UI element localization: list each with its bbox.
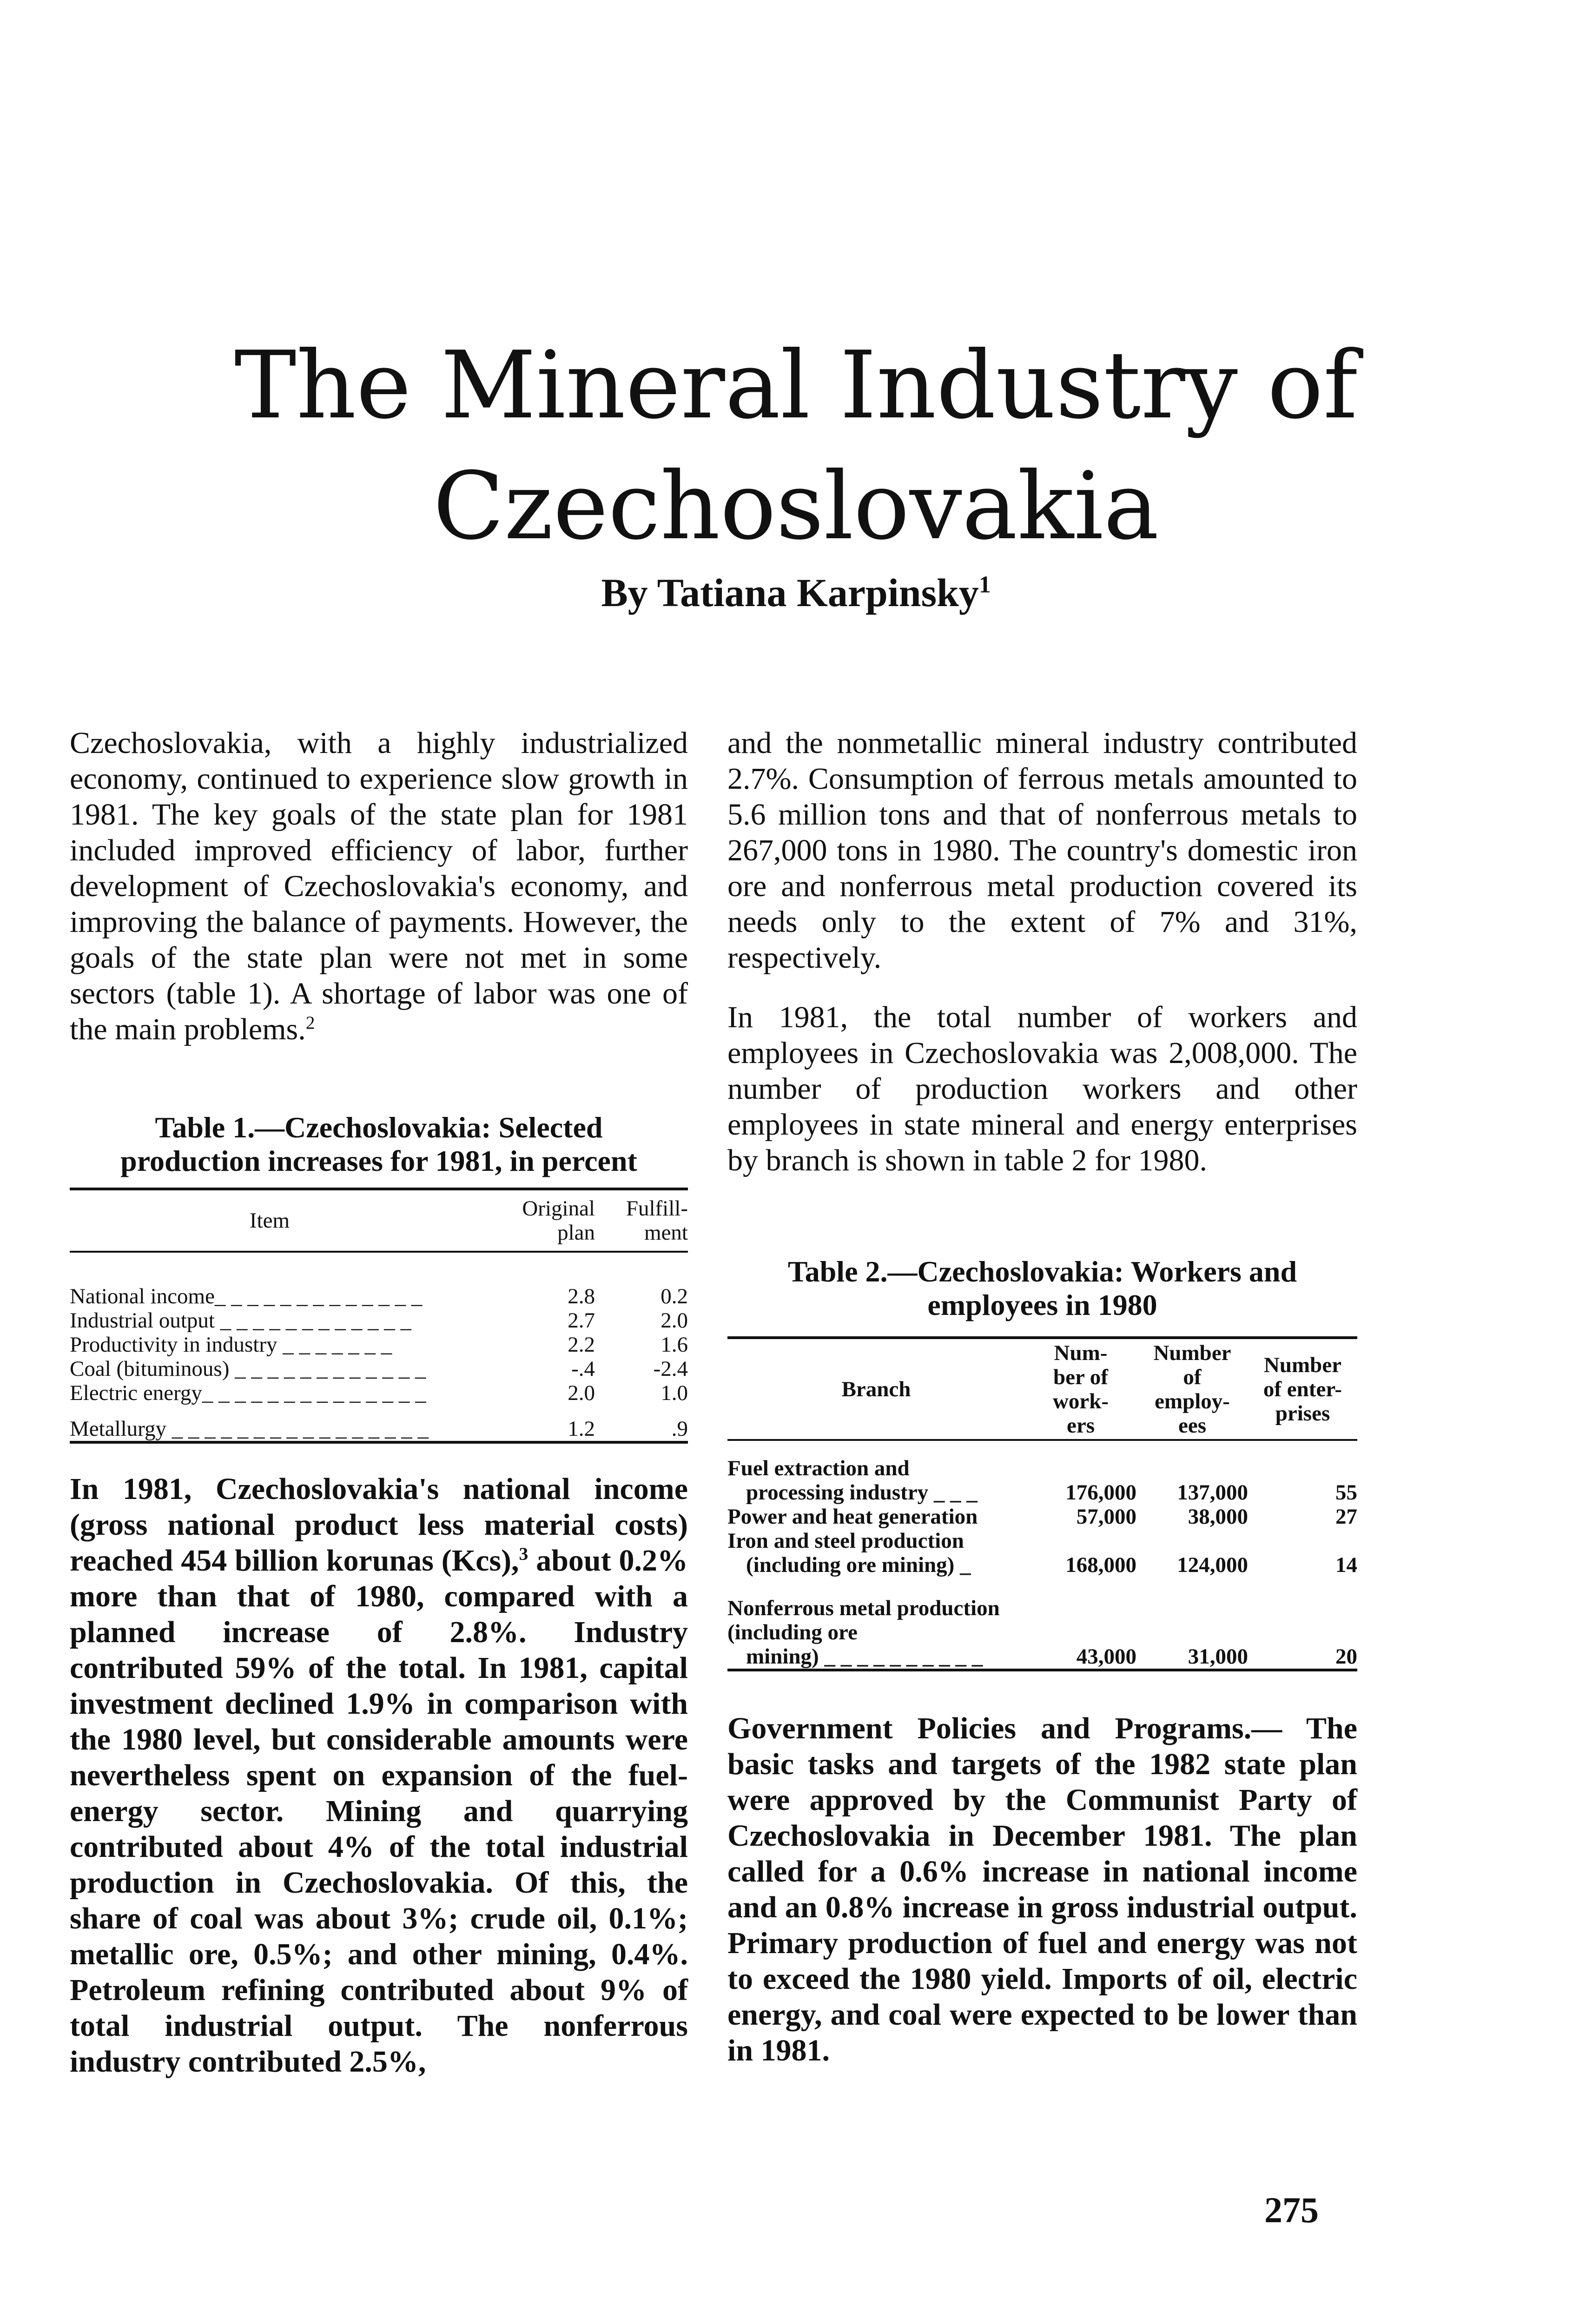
table1-cell-fulfillment: 2.0	[661, 1308, 688, 1333]
table2-caption	[727, 1255, 1357, 1322]
table2-cell-workers: 176,000	[1065, 1480, 1136, 1505]
branch-line-1: Nonferrous metal production (including ore	[727, 1596, 1000, 1644]
table1-cell-fulfillment: 1.0	[661, 1381, 688, 1405]
table2	[727, 1336, 1357, 1671]
page-number: 275	[1264, 2190, 1319, 2230]
branch-line-2: (including ore mining) _	[746, 1553, 971, 1577]
table2-cell-branch	[727, 1577, 1025, 1670]
national-income-paragraph	[70, 1471, 688, 2080]
branch-line-1: Iron and steel production	[727, 1529, 964, 1553]
table2-cell-enterprises: 55	[1335, 1480, 1357, 1505]
branch-line-2: Power and heat generation	[727, 1505, 978, 1529]
table1-caption-line-1: Table 1.—Czechoslovakia: Selected	[155, 1111, 603, 1144]
table2-cell-branch	[727, 1529, 1025, 1577]
branch-line-2: processing industry _ _ _	[746, 1480, 978, 1505]
section-heading: Government Policies and Programs.—	[727, 1711, 1282, 1745]
paragraph-text: In 1981, the total number of workers and employees in Czechoslovakia was 2,008,000. The number of production workers and other employees in state mineral and energy enterprises by branch is shown in table 2 for 1980.	[727, 1000, 1357, 1177]
branch-line-2: mining) _ _ _ _ _ _ _ _ _ _	[746, 1644, 983, 1669]
table2-cell-employees: 31,000	[1188, 1644, 1248, 1669]
table1-cell-item: National income_ _ _ _ _ _ _ _ _ _ _ _ _	[70, 1284, 423, 1308]
intro-paragraph	[70, 725, 688, 1047]
table1-cell-item: Coal (bituminous) _ _ _ _ _ _ _ _ _ _ _ _	[70, 1357, 426, 1381]
table1-header-plan	[469, 1189, 595, 1252]
table2-cell-enterprises: 20	[1335, 1644, 1357, 1669]
branch-line-1: Fuel extraction and	[727, 1456, 910, 1480]
table1-cell-plan: 2.0	[568, 1381, 595, 1405]
table-row	[727, 1529, 1357, 1577]
table2-header-employees: Number of employ- ees	[1153, 1340, 1231, 1438]
table1-cell-item: Productivity in industry _ _ _ _ _ _ _	[70, 1333, 392, 1357]
intro-footnote-marker: 2	[305, 1012, 315, 1033]
table-row	[70, 1405, 688, 1442]
title-line-2: Czechoslovakia	[433, 452, 1159, 561]
table1-header-fulfillment-line-2: ment	[644, 1221, 688, 1245]
table1-caption	[70, 1111, 688, 1178]
author-footnote-marker: 1	[978, 571, 991, 598]
table2-cell-enterprises: 27	[1335, 1505, 1357, 1529]
table1-header-fulfillment-line-1: Fulfill-	[626, 1196, 688, 1221]
table-row	[70, 1381, 688, 1405]
workers-paragraph	[727, 999, 1357, 1178]
title-line-1: The Mineral Industry of	[234, 331, 1358, 440]
author-name: By Tatiana Karpinsky	[601, 570, 979, 615]
table1-cell-plan: 2.2	[568, 1333, 595, 1357]
table2-cell-branch	[727, 1505, 1025, 1529]
consumption-paragraph	[727, 725, 1357, 976]
table1-caption-line-2: production increases for 1981, in percent	[120, 1144, 637, 1177]
table-row	[70, 1284, 688, 1308]
table1	[70, 1188, 688, 1444]
table2-caption-line-1: Table 2.—Czechoslovakia: Workers and	[787, 1255, 1297, 1288]
table1-cell-fulfillment: 1.6	[661, 1333, 688, 1357]
paragraph-text: about 0.2% more than that of 1980, compared with a planned increase of 2.8%. Industry contributed 59% of the total. In 1981, capital investment declined 1.9% in comparison with the 1980 level, but considerable amounts were nevertheless spent on expansion of the fuel-energy sector. Mining and quarrying contributed about 4% of the total industrial production in Czechoslovakia. Of this, the share of coal was about 3%; crude oil, 0.1%; metallic ore, 0.5%; and other mining, 0.4%. Petroleum refining contributed about 9% of total industrial output. The nonferrous industry contributed 2.5%,	[70, 1544, 688, 2079]
table2-caption-line-2: employees in 1980	[927, 1288, 1157, 1321]
table1-cell-plan: 2.7	[568, 1308, 595, 1333]
table2-cell-employees: 38,000	[1188, 1505, 1248, 1529]
table1-header-fulfillment	[595, 1189, 688, 1252]
footnote-marker: 3	[519, 1544, 528, 1564]
table1-header-plan-line-2: plan	[557, 1221, 595, 1245]
government-policies-paragraph	[727, 1710, 1357, 2068]
table2-header-branch: Branch	[841, 1377, 911, 1401]
intro-text: Czechoslovakia, with a highly industrialized economy, continued to experience slow growth in 1981. The key goals of the state plan for 1981 included improved efficiency of labor, further development of Czechoslovakia's economy, and improving the balance of payments. However, the goals of the state plan were not met in some sectors (table 1). A shortage of labor was one of the main problems.	[70, 726, 688, 1046]
table-row	[70, 1308, 688, 1333]
paragraph-text: and the nonmetallic mineral industry contributed 2.7%. Consumption of ferrous metals amounted to 5.6 million tons and that of nonferrous metals to 267,000 tons in 1980. The country's domestic iron ore and nonferrous metal production covered its needs only to the extent of 7% and 31%, respectively.	[727, 726, 1357, 975]
table1-cell-plan: -.4	[571, 1357, 595, 1381]
table2-header-workers: Num- ber of work- ers	[1052, 1340, 1109, 1438]
paragraph-text: The basic tasks and targets of the 1982 state plan were approved by the Communist Party of Czechoslovakia in December 1981. The plan called for a 0.6% increase in national income and an 0.8% increase in gross industrial output. Primary production of fuel and energy was not to exceed the 1980 yield. Imports of oil, electric energy, and coal were expected to be lower than in 1981.	[727, 1711, 1357, 2067]
table1-cell-fulfillment: .9	[671, 1417, 688, 1441]
byline	[0, 569, 1592, 616]
table-row	[70, 1333, 688, 1357]
table1-cell-item: Industrial output _ _ _ _ _ _ _ _ _ _ _ _	[70, 1308, 411, 1333]
table1-cell-plan: 1.2	[568, 1417, 595, 1441]
table-row	[727, 1505, 1357, 1529]
table2-cell-employees: 124,000	[1177, 1553, 1248, 1577]
table2-cell-employees: 137,000	[1177, 1480, 1248, 1505]
table2-cell-workers: 57,000	[1076, 1505, 1136, 1529]
table2-header-enterprises: Number of enter- prises	[1263, 1353, 1342, 1426]
paragraph-text: In 1981, Czechoslovakia's national income (gross national product less material costs) reached 454 billion korunas (Kcs),	[70, 1472, 688, 1578]
table2-cell-enterprises: 14	[1335, 1553, 1357, 1577]
table-row	[727, 1577, 1357, 1670]
table-row	[70, 1357, 688, 1381]
table1-cell-plan: 2.8	[568, 1284, 595, 1308]
table1-header-item: Item	[249, 1208, 290, 1233]
table1-cell-fulfillment: 0.2	[661, 1284, 688, 1308]
table1-header-plan-line-1: Original	[522, 1196, 595, 1221]
table2-cell-workers: 43,000	[1076, 1644, 1136, 1669]
table2-cell-branch	[727, 1456, 1025, 1505]
table2-cell-workers: 168,000	[1065, 1553, 1136, 1577]
table-row	[727, 1456, 1357, 1505]
page-title	[0, 325, 1592, 567]
table1-cell-fulfillment: -2.4	[653, 1357, 688, 1381]
table1-cell-item: Metallurgy _ _ _ _ _ _ _ _ _ _ _ _ _ _ _ _	[70, 1417, 429, 1441]
table1-cell-item: Electric energy_ _ _ _ _ _ _ _ _ _ _ _ _ _	[70, 1381, 426, 1405]
